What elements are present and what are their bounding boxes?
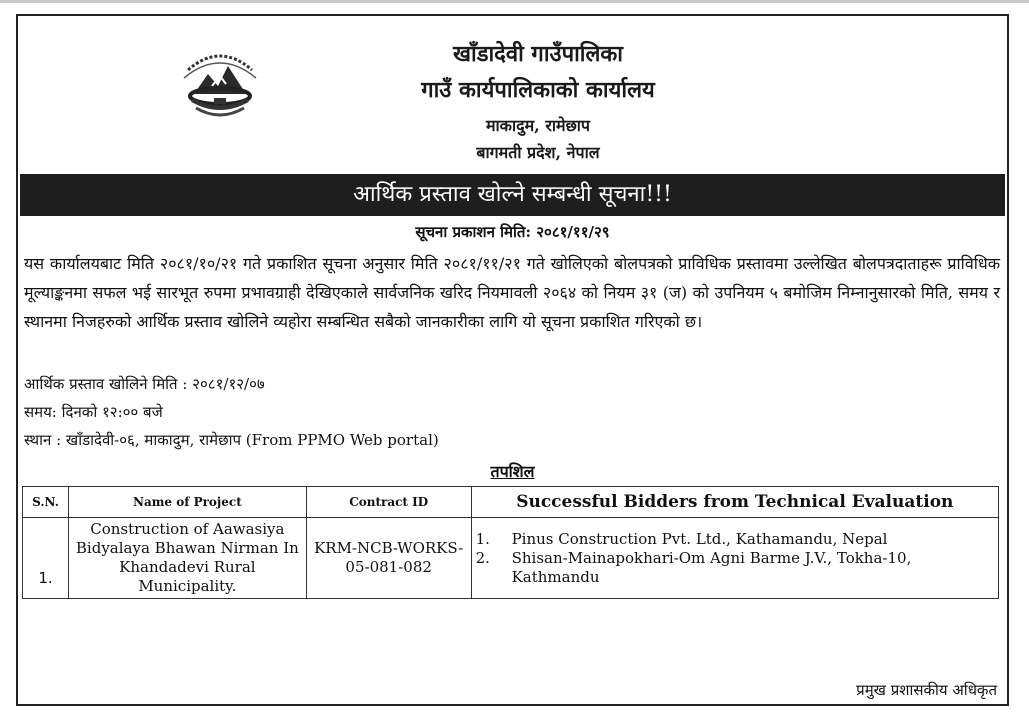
notice-frame [16, 14, 1009, 706]
row-sn: 1. [23, 518, 69, 599]
office-name: गाउँ कार्यपालिकाको कार्यालय [421, 77, 655, 103]
row-bidders [471, 518, 998, 599]
bidder-number: 1. [475, 529, 490, 548]
bidder-number: 2. [475, 548, 490, 567]
header-bidders: Successful Bidders from Technical Evaluation [471, 487, 998, 518]
publication-date: सूचना प्रकाशन मिति: २०८१/११/२९ [415, 223, 610, 241]
table-header-row [23, 487, 999, 518]
notice-title-banner [20, 174, 1005, 216]
header-project: Name of Project [68, 487, 306, 518]
bidder-item [476, 549, 994, 587]
table-row [23, 518, 999, 599]
top-divider [0, 0, 1029, 3]
notice-body: यस कार्यालयबाट मिति २०८१/१०/२१ गते प्रकाशित सूचना अनुसार मिति २०८१/११/२१ गते खोलिएको बोलपत्रको प्राविधिक प्रस्तावमा उल्लेखित बोलपत्रदाताहरू प्राविधिक मूल्याङ्कनमा सफल भई सारभूत रुपमा प्रभावग्राही देखिएकाले सार्वजनिक खरिद नियमावली २०६४ को नियम ३१ (ज) को उपनियम ५ बमोजिम निम्नानुसारको मिति, समय र स्थानमा निजहरुको आर्थिक प्रस्ताव खोलिने व्यहोरा सम्बन्धित सबैको जानकारीका लागि यो सूचना प्रकाशित गरिएको छ। [24, 254, 1000, 331]
bidder-name: Shisan-Mainapokhari-Om Agni Barme J.V., Tokha-10, Kathmandu [511, 548, 912, 586]
municipality-name: खाँडादेवी गाउँपालिका [453, 41, 623, 67]
row-project-name: Construction of Aawasiya Bidyalaya Bhawan Nirman In Khandadevi Rural Municipality. [68, 518, 306, 599]
details-heading-text: तपशिल [490, 462, 535, 481]
bidder-item [476, 530, 994, 549]
opening-date: आर्थिक प्रस्ताव खोलिने मिति : २०८१/१२/०७ [24, 375, 265, 393]
header-contract-id: Contract ID [306, 487, 471, 518]
bidders-table [22, 486, 999, 599]
province-country: बागमती प्रदेश, नेपाल [476, 143, 600, 162]
row-contract-id: KRM-NCB-WORKS-05-081-082 [306, 518, 471, 599]
notice-title: आर्थिक प्रस्ताव खोल्ने सम्बन्धी सूचना!!! [353, 182, 672, 207]
office-address: माकादुम, रामेछाप [485, 116, 591, 135]
bidder-name: Pinus Construction Pvt. Ltd., Kathamandu, Nepal [511, 529, 888, 548]
opening-place: स्थान : खाँडादेवी-०६, माकादुम, रामेछाप (From PPMO Web portal) [24, 431, 439, 449]
opening-time: समय: दिनको १२:०० बजे [24, 403, 163, 421]
details-heading [18, 460, 1007, 482]
signatory-title: प्रमुख प्रशासकीय अधिकृत [856, 681, 997, 699]
header-sn: S.N. [23, 487, 69, 518]
